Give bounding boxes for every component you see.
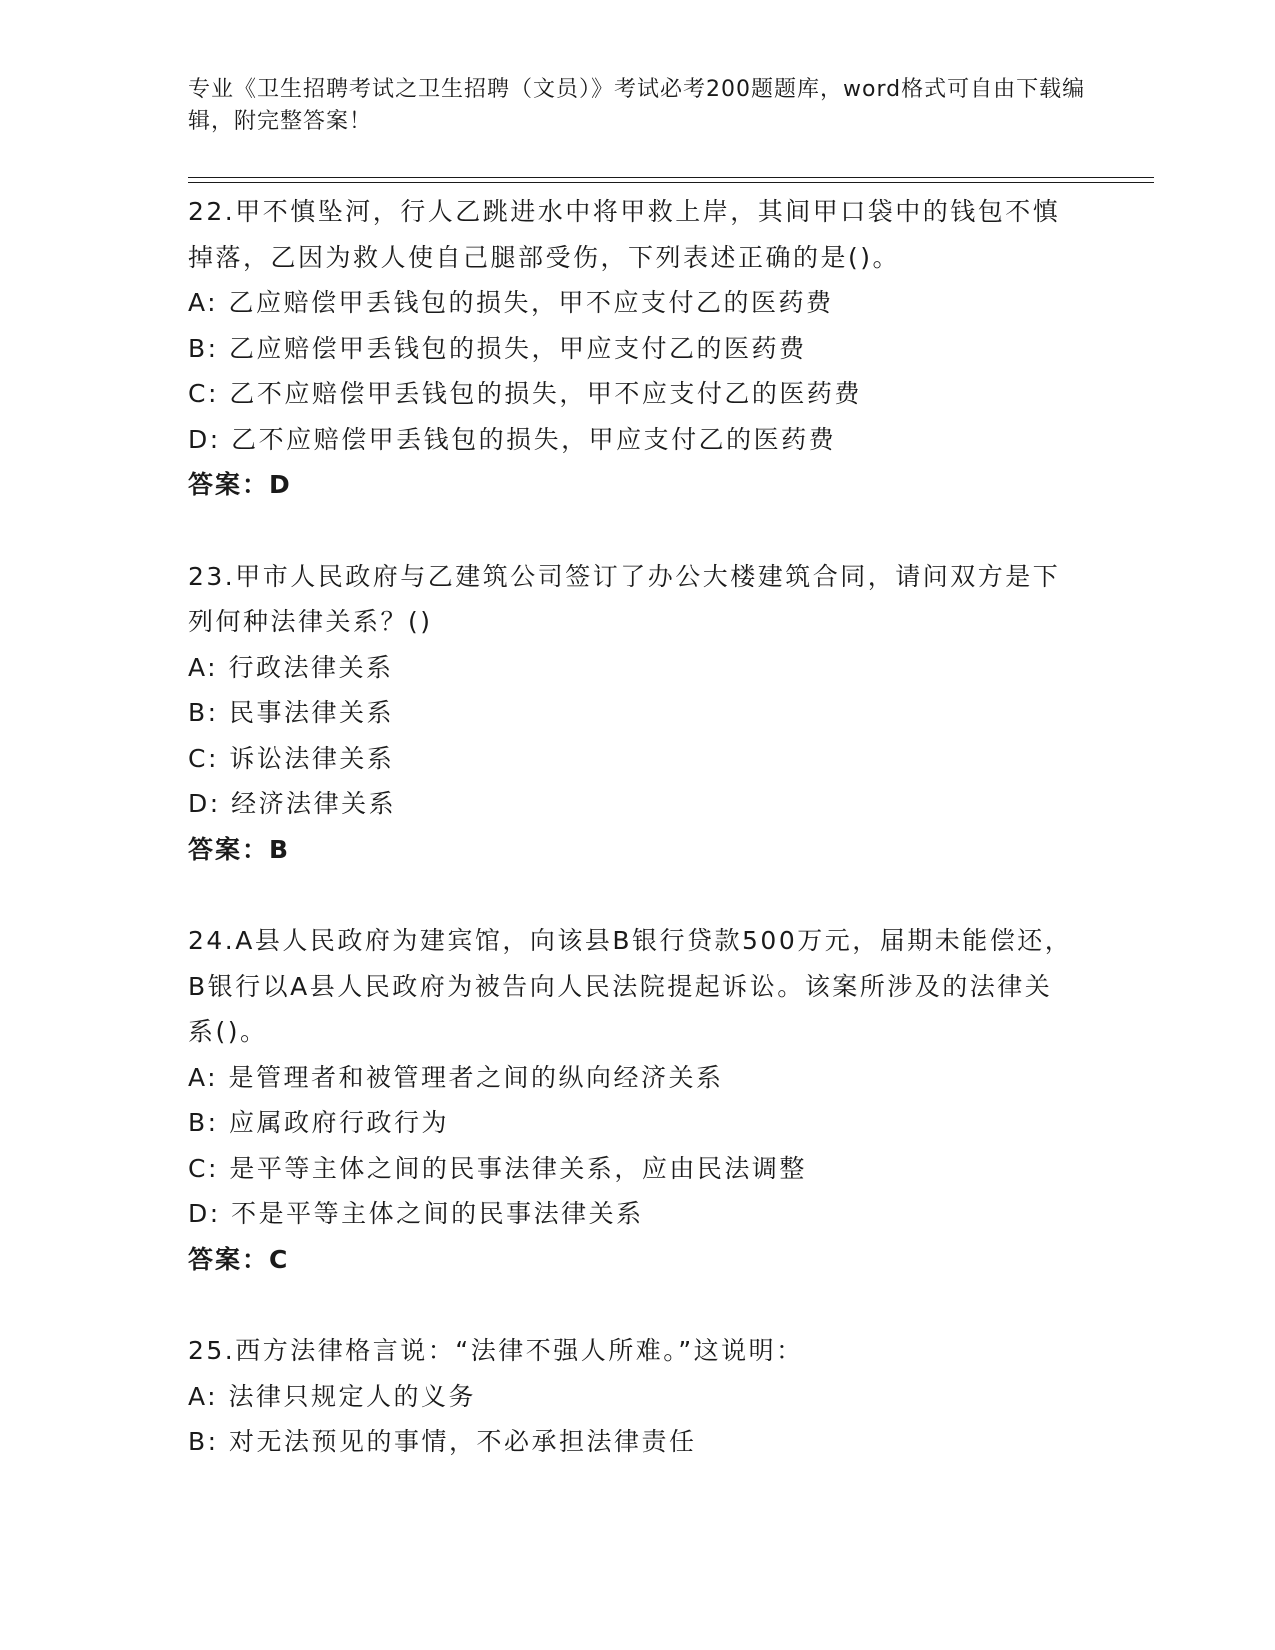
option-b: B: 对无法预见的事情，不必承担法律责任 (188, 1427, 697, 1456)
question-stem: 24.A县人民政府为建宾馆，向该县B银行贷款500万元，届期未能偿还，B银行以A县人民政府为被告向人民法院提起诉讼。该案所涉及的法律关系()。 (188, 926, 1073, 1046)
option-c: C: 乙不应赔偿甲丢钱包的损失，甲不应支付乙的医药费 (188, 379, 862, 408)
option-b: B: 乙应赔偿甲丢钱包的损失，甲应支付乙的医药费 (188, 333, 807, 363)
question-22 (188, 189, 1078, 508)
option-a: A: 是管理者和被管理者之间的纵向经济关系 (188, 1062, 724, 1092)
option-b: B: 民事法律关系 (188, 698, 395, 727)
answer-label: 答案：C (188, 1244, 290, 1274)
option-c: C: 是平等主体之间的民事法律关系，应由民法调整 (188, 1153, 807, 1183)
option-b: B: 应属政府行政行为 (188, 1108, 450, 1137)
option-d: D: 经济法律关系 (188, 789, 397, 818)
option-d: D: 乙不应赔偿甲丢钱包的损失，甲应支付乙的医药费 (188, 424, 837, 454)
question-23 (188, 554, 1078, 873)
option-a: A: 法律只规定人的义务 (188, 1381, 477, 1411)
option-d: D: 不是平等主体之间的民事法律关系 (188, 1199, 644, 1228)
answer-label: 答案：D (188, 470, 292, 499)
question-25 (188, 1328, 1078, 1465)
option-a: A: 乙应赔偿甲丢钱包的损失，甲不应支付乙的医药费 (188, 288, 834, 317)
question-stem: 25.西方法律格言说：“法律不强人所难。”这说明： (188, 1336, 804, 1365)
header-divider-top (188, 177, 1154, 178)
question-stem: 22.甲不慎坠河，行人乙跳进水中将甲救上岸，其间甲口袋中的钱包不慎掉落，乙因为救人使自己腿部受伤，下列表述正确的是()。 (188, 197, 1061, 272)
document-header (188, 74, 1088, 138)
question-list (188, 189, 1078, 1511)
option-c: C: 诉讼法律关系 (188, 743, 395, 773)
header-divider-bottom (188, 182, 1154, 183)
question-stem: 23.甲市人民政府与乙建筑公司签订了办公大楼建筑合同，请问双方是下列何种法律关系？() (188, 561, 1061, 636)
option-a: A: 行政法律关系 (188, 652, 394, 682)
header-intro-text: 专业《卫生招聘考试之卫生招聘（文员）》考试必考200题题库，word格式可自由下载编辑，附完整答案！ (188, 77, 1086, 134)
answer-label: 答案：B (188, 834, 291, 864)
question-24 (188, 918, 1078, 1282)
